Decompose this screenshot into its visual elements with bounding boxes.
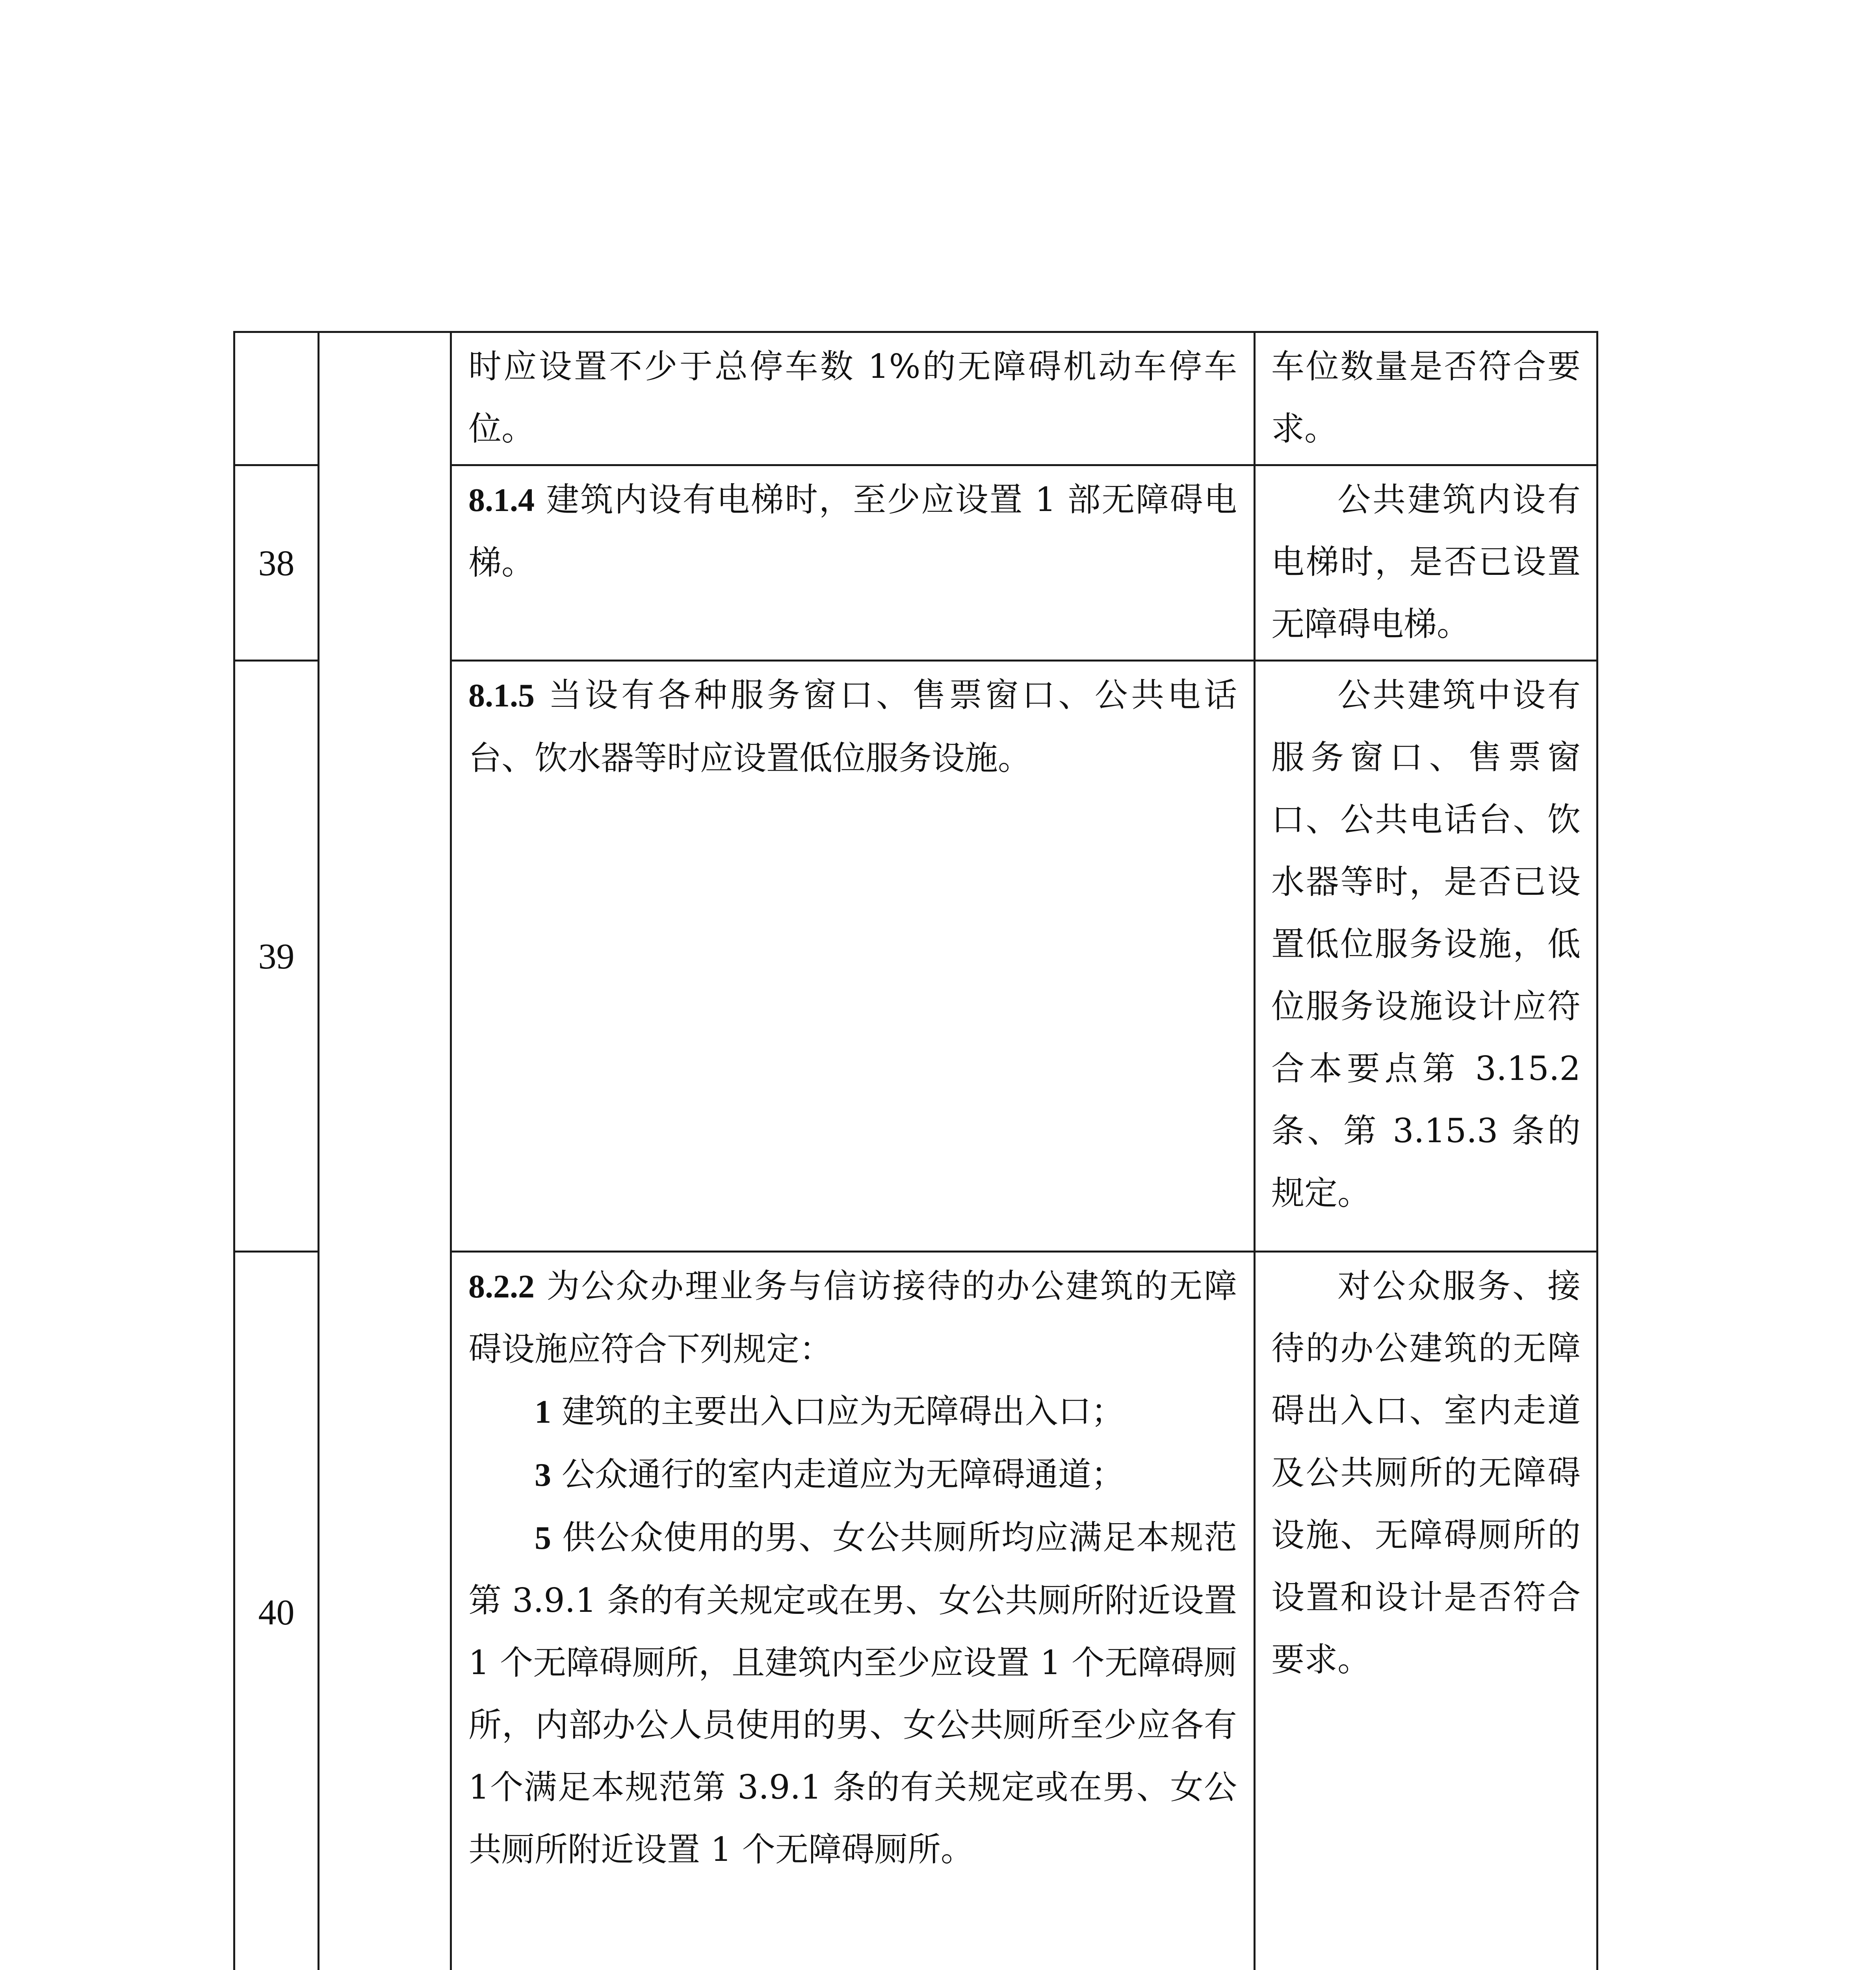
clause-number: 8.1.4 <box>468 482 535 519</box>
item-text: 供公众使用的男、女公共厕所均应满足本规范第 3.9.1 条的有关规定或在男、女公共厕所附近设置 1 个无障碍厕所，且建筑内至少应设置 1 个无障碍厕所，内部办公人员使用的男、女公共厕所至少应各有1个满足本规范第 3.9.1 条的有关规定或在男、女公共厕所附近设置 1 个无障碍厕所。 <box>468 1518 1237 1869</box>
clause-cell <box>451 661 1255 1252</box>
check-point-text: 车位数量是否符合要求。 <box>1271 347 1581 448</box>
check-point-text: 对公众服务、接待的办公建筑的无障碍出入口、室内走道及公共厕所的无障碍设施、无障碍厕所的设置和设计是否符合要求。 <box>1271 1267 1581 1679</box>
item-text: 建筑的主要出入口应为无障碍出入口； <box>551 1392 1124 1431</box>
row-number: 40 <box>234 1252 319 1970</box>
check-point-text: 公共建筑中设有服务窗口、售票窗口、公共电话台、饮水器等时，是否已设置低位服务设施，低位服务设施设计应符合本要点第 3.15.2 条、第 3.15.3 条的规定。 <box>1271 676 1581 1212</box>
row-number: 38 <box>234 465 319 661</box>
row-number: 39 <box>234 661 319 1252</box>
item-number: 5 <box>535 1520 551 1556</box>
clause-text: 建筑内设有电梯时，至少应设置 1 部无障碍电梯。 <box>468 480 1237 582</box>
clause-text: 为公众办理业务与信访接待的办公建筑的无障碍设施应符合下列规定： <box>468 1267 1237 1368</box>
row-number <box>234 332 319 465</box>
item-number: 3 <box>535 1457 551 1493</box>
check-point-cell <box>1255 1252 1597 1970</box>
clause-text: 当设有各种服务窗口、售票窗口、公共电话台、饮水器等时应设置低位服务设施。 <box>468 676 1237 777</box>
review-table <box>233 331 1598 1970</box>
item-number: 1 <box>535 1394 551 1430</box>
clause-cell <box>451 332 1255 465</box>
category-cell <box>319 332 451 1970</box>
clause-paragraph: 时应设置不少于总停车数 1%的无障碍机动车停车位。 <box>468 347 1237 448</box>
clause-number: 8.2.2 <box>468 1268 535 1305</box>
item-text: 公众通行的室内走道应为无障碍通道； <box>551 1455 1124 1494</box>
clause-number: 8.1.5 <box>468 677 535 714</box>
check-point-cell <box>1255 465 1597 661</box>
table-row-continued <box>234 332 1597 465</box>
check-point-cell <box>1255 661 1597 1252</box>
check-point-cell <box>1255 332 1597 465</box>
check-point-text: 公共建筑内设有电梯时，是否已设置无障碍电梯。 <box>1271 480 1581 643</box>
clause-cell <box>451 1252 1255 1970</box>
clause-cell <box>451 465 1255 661</box>
